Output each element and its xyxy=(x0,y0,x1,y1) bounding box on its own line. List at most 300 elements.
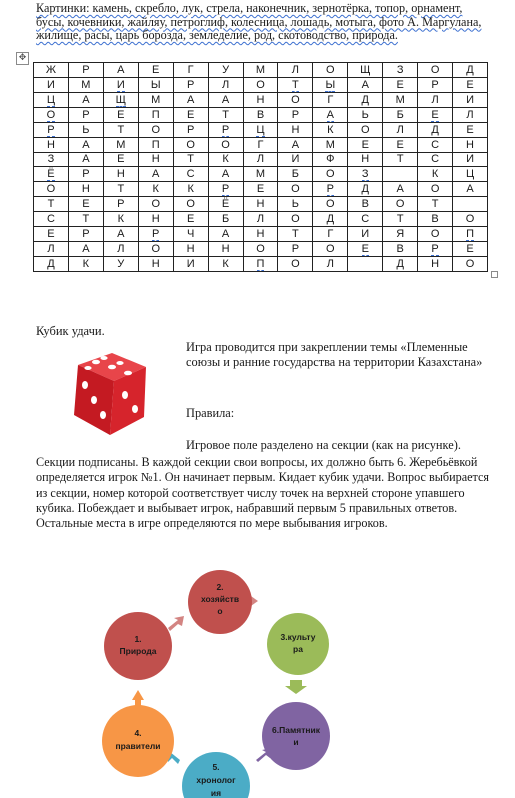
grid-letter: А xyxy=(466,183,474,196)
grid-cell xyxy=(348,63,383,78)
grid-cell xyxy=(68,182,103,197)
grid-cell xyxy=(418,92,453,107)
grid-letter: Н xyxy=(151,257,160,270)
grid-letter: К xyxy=(431,168,439,181)
grid-letter: Т xyxy=(222,108,229,121)
cycle-node-6-label-2: и xyxy=(293,737,299,747)
cycle-node-2-label-3: о xyxy=(217,606,223,616)
grid-letter: Е xyxy=(361,243,369,256)
grid-cell xyxy=(34,167,69,182)
grid-cell xyxy=(348,197,383,212)
grid-letter: А xyxy=(82,153,90,166)
grid-letter: Л xyxy=(326,257,334,270)
grid-cell xyxy=(68,92,103,107)
grid-cell xyxy=(103,122,138,137)
grid-cell xyxy=(453,63,488,78)
grid-cell xyxy=(418,137,453,152)
grid-cell xyxy=(278,137,313,152)
grid-cell xyxy=(173,197,208,212)
grid-cell xyxy=(278,63,313,78)
grid-letter: В xyxy=(396,243,404,256)
grid-cell xyxy=(138,167,173,182)
grid-cell xyxy=(383,197,418,212)
grid-letter: И xyxy=(466,153,474,166)
grid-cell xyxy=(103,92,138,107)
grid-letter: Е xyxy=(47,228,55,241)
grid-cell xyxy=(278,227,313,242)
grid-row xyxy=(34,167,488,182)
table-resize-handle[interactable] xyxy=(491,271,498,278)
grid-cell xyxy=(418,256,453,271)
grid-cell xyxy=(68,197,103,212)
grid-cell xyxy=(383,152,418,167)
grid-letter: Р xyxy=(47,123,55,136)
grid-cell xyxy=(383,63,418,78)
grid-cell xyxy=(418,77,453,92)
sections-cycle-diagram xyxy=(0,560,515,798)
grid-cell xyxy=(34,197,69,212)
grid-letter: Н xyxy=(256,228,265,241)
grid-cell xyxy=(453,242,488,257)
grid-cell xyxy=(68,242,103,257)
grid-letter: Р xyxy=(431,78,439,91)
grid-cell xyxy=(208,63,243,78)
grid-letter: Е xyxy=(152,63,160,76)
game-title: Кубик удачи. xyxy=(36,324,105,338)
grid-letter: Д xyxy=(361,93,369,106)
grid-cell xyxy=(348,242,383,257)
grid-row xyxy=(34,227,488,242)
grid-letter: Е xyxy=(466,78,474,91)
grid-letter: Д xyxy=(47,257,55,270)
grid-cell xyxy=(313,63,348,78)
grid-cell xyxy=(348,137,383,152)
grid-cell xyxy=(418,197,453,212)
grid-cell xyxy=(418,212,453,227)
grid-row xyxy=(34,182,488,197)
grid-cell xyxy=(383,107,418,122)
grid-cell xyxy=(208,92,243,107)
grid-letter: Д xyxy=(396,257,404,270)
grid-cell xyxy=(313,167,348,182)
grid-letter: Н xyxy=(221,243,230,256)
grid-row xyxy=(34,137,488,152)
table-move-handle[interactable]: ✥ xyxy=(16,52,29,65)
grid-letter: П xyxy=(256,257,265,270)
grid-cell xyxy=(383,182,418,197)
grid-letter: Т xyxy=(292,78,299,91)
grid-cell xyxy=(418,242,453,257)
grid-letter: О xyxy=(291,257,300,270)
grid-cell xyxy=(278,212,313,227)
grid-cell xyxy=(243,63,278,78)
grid-cell xyxy=(348,77,383,92)
cycle-node-1-label-2: Природа xyxy=(119,646,157,656)
grid-cell xyxy=(453,167,488,182)
grid-letter: Н xyxy=(116,168,125,181)
grid-cell xyxy=(103,242,138,257)
grid-cell xyxy=(243,77,278,92)
grid-cell xyxy=(138,182,173,197)
grid-letter: А xyxy=(326,108,334,121)
grid-letter: О xyxy=(256,78,265,91)
grid-letter: М xyxy=(255,168,266,181)
grid-letter: У xyxy=(222,63,230,76)
grid-letter: С xyxy=(46,213,55,226)
grid-letter: Т xyxy=(117,183,125,196)
grid-cell xyxy=(278,152,313,167)
cycle-node-5-label-2: хронолог xyxy=(196,775,236,785)
cycle-node-4-label-1: 4. xyxy=(134,728,142,738)
grid-cell xyxy=(383,137,418,152)
grid-cell xyxy=(34,182,69,197)
grid-letter: А xyxy=(117,228,125,241)
grid-letter: А xyxy=(291,138,300,151)
grid-letter: А xyxy=(221,93,230,106)
grid-letter: Р xyxy=(326,183,334,196)
grid-cell xyxy=(243,107,278,122)
grid-letter: К xyxy=(327,123,334,136)
grid-letter: Н xyxy=(466,138,474,151)
grid-cell xyxy=(68,107,103,122)
grid-letter: У xyxy=(117,257,125,270)
grid-letter: К xyxy=(152,183,159,196)
grid-cell xyxy=(348,182,383,197)
grid-cell xyxy=(173,256,208,271)
grid-letter: З xyxy=(396,63,404,76)
grid-letter: О xyxy=(430,228,440,241)
grid-row xyxy=(34,197,488,212)
grid-letter: Р xyxy=(221,183,230,196)
grid-cell xyxy=(103,182,138,197)
grid-cell xyxy=(313,242,348,257)
grid-cell xyxy=(313,122,348,137)
grid-cell xyxy=(138,227,173,242)
grid-cell xyxy=(138,137,173,152)
grid-cell xyxy=(383,212,418,227)
grid-letter: О xyxy=(360,123,370,136)
grid-cell xyxy=(68,152,103,167)
grid-cell xyxy=(453,107,488,122)
grid-letter: Р xyxy=(82,228,90,241)
grid-cell xyxy=(383,167,418,182)
grid-letter: С xyxy=(361,213,370,226)
grid-letter: Ё xyxy=(221,198,230,211)
grid-cell xyxy=(138,122,173,137)
grid-letter: Н xyxy=(256,198,265,211)
grid-letter: Ь xyxy=(291,198,300,211)
grid-letter: О xyxy=(186,198,195,211)
grid-letter: Р xyxy=(152,228,160,241)
grid-row xyxy=(34,107,488,122)
grid-cell xyxy=(453,122,488,137)
grid-cell xyxy=(173,137,208,152)
grid-letter: Е xyxy=(256,183,265,196)
grid-row xyxy=(34,122,488,137)
grid-cell xyxy=(243,182,278,197)
grid-row xyxy=(34,212,488,227)
grid-letter: К xyxy=(117,213,125,226)
grid-letter: А xyxy=(361,78,369,91)
grid-letter: И xyxy=(47,78,55,91)
grid-cell xyxy=(453,197,488,212)
grid-letter: Т xyxy=(47,198,55,211)
grid-cell xyxy=(138,152,173,167)
grid-letter: М xyxy=(325,138,335,151)
intro-line: Картинки: камень, скребло, лук, стрела, наконечник, зернотёрка, топор, орнамент, бусы, кочевники, жайляу, петроглиф, колесница, лошадь, мотыга, фото А. Маргулана, жилище, расы, царь борозда, земледелие, род, скотоводство, природа. xyxy=(36,1,482,43)
grid-letter: К xyxy=(82,257,90,270)
grid-cell xyxy=(173,242,208,257)
grid-cell xyxy=(173,167,208,182)
cycle-node-2-label-2: хозяйств xyxy=(200,594,240,604)
grid-cell xyxy=(278,256,313,271)
grid-letter: Н xyxy=(46,138,55,151)
grid-cell xyxy=(68,122,103,137)
grid-letter: Л xyxy=(466,108,474,121)
grid-cell xyxy=(278,167,313,182)
grid-cell xyxy=(208,167,243,182)
cycle-node-5-label-3: ия xyxy=(210,788,222,798)
grid-letter: Щ xyxy=(115,93,126,106)
cycle-node-2-label-1: 2. xyxy=(216,582,224,592)
grid-letter: А xyxy=(186,93,195,106)
grid-cell xyxy=(103,212,138,227)
grid-letter: Ь xyxy=(82,123,90,136)
grid-letter: И xyxy=(361,228,370,241)
grid-letter: Р xyxy=(186,78,195,91)
rules-first-line: Игровое поле разделено на секции (как на рисунке). xyxy=(186,438,461,452)
grid-letter: Т xyxy=(82,213,90,226)
grid-letter: Р xyxy=(117,198,125,211)
grid-cell xyxy=(313,227,348,242)
grid-cell xyxy=(103,256,138,271)
grid-cell xyxy=(208,227,243,242)
grid-letter: О xyxy=(465,257,475,270)
grid-letter: О xyxy=(151,243,160,256)
cycle-node-5-label-1: 5. xyxy=(212,762,220,772)
cycle-node-6 xyxy=(262,702,330,770)
rules-body: Секции подписаны. В каждой секции свои вопросы, их должно быть 6. Жеребьёвкой определяется игрок №1. Он начинает первым. Кидает кубик удачи. Вопрос выбирается из секции, номер которой соответствует числу точек на верхней стороне упавшего кубика. Побеждает и выбывает игрок, набравший первым 5 правильных ответов. Остальные места в игре определяются по мере выбывания игроков. xyxy=(36,455,490,531)
grid-letter: О xyxy=(326,198,335,211)
grid-letter: О xyxy=(256,243,265,256)
grid-letter: Л xyxy=(291,63,300,76)
grid-cell xyxy=(418,107,453,122)
grid-letter: Т xyxy=(431,198,439,211)
grid-letter: Ь xyxy=(361,108,369,121)
game-intro: Игра проводится при закреплении темы «Племенные союзы и ранние государства на территории Казахстана» xyxy=(186,340,483,369)
grid-letter: В xyxy=(361,198,369,211)
grid-letter: Л xyxy=(47,243,55,256)
grid-cell xyxy=(138,242,173,257)
grid-cell xyxy=(418,152,453,167)
grid-cell xyxy=(243,122,278,137)
grid-letter: И xyxy=(466,93,474,106)
cycle-node-3-label-1: 3.культу xyxy=(280,632,316,642)
grid-letter: П xyxy=(151,138,160,151)
crossword-grid xyxy=(33,62,488,272)
grid-letter: Т xyxy=(117,123,125,136)
grid-cell xyxy=(103,137,138,152)
grid-cell xyxy=(103,152,138,167)
grid-cell xyxy=(208,242,243,257)
grid-cell xyxy=(138,107,173,122)
grid-cell xyxy=(173,107,208,122)
grid-letter: Д xyxy=(466,63,474,76)
grid-letter: Е xyxy=(117,153,125,166)
grid-cell xyxy=(348,256,383,271)
grid-letter: Т xyxy=(396,213,404,226)
grid-cell xyxy=(383,242,418,257)
grid-letter: Л xyxy=(221,78,230,91)
grid-letter: Е xyxy=(466,243,474,256)
grid-letter: О xyxy=(291,93,300,106)
grid-letter: В xyxy=(256,108,265,121)
grid-letter: С xyxy=(431,153,440,166)
grid-cell xyxy=(34,122,69,137)
grid-letter: Л xyxy=(396,123,404,136)
grid-letter: А xyxy=(221,168,230,181)
grid-letter: Е xyxy=(396,78,404,91)
grid-letter: Д xyxy=(361,183,369,196)
grid-cell xyxy=(453,92,488,107)
grid-cell xyxy=(34,152,69,167)
grid-cell xyxy=(348,92,383,107)
grid-letter: Г xyxy=(327,93,334,106)
grid-cell xyxy=(68,167,103,182)
grid-cell xyxy=(34,256,69,271)
grid-cell xyxy=(208,212,243,227)
grid-letter: А xyxy=(117,63,125,76)
grid-letter: А xyxy=(221,228,230,241)
grid-cell xyxy=(173,92,208,107)
grid-cell xyxy=(34,137,69,152)
grid-letter: Н xyxy=(186,243,195,256)
cycle-node-1-label-1: 1. xyxy=(134,634,142,644)
grid-cell xyxy=(418,122,453,137)
grid-cell xyxy=(103,227,138,242)
grid-cell xyxy=(173,122,208,137)
grid-letter: К xyxy=(187,183,194,196)
grid-cell xyxy=(138,212,173,227)
grid-letter: Ы xyxy=(325,78,336,91)
grid-cell xyxy=(243,242,278,257)
grid-letter: С xyxy=(431,138,440,151)
grid-cell xyxy=(34,242,69,257)
grid-letter: О xyxy=(326,243,335,256)
grid-letter: А xyxy=(396,183,404,196)
grid-letter: О xyxy=(151,198,160,211)
cycle-node-6-label-1: 6.Памятник xyxy=(272,725,320,735)
grid-cell xyxy=(138,92,173,107)
grid-cell xyxy=(313,212,348,227)
grid-letter: Н xyxy=(361,153,370,166)
grid-letter: О xyxy=(46,108,56,121)
grid-cell xyxy=(383,77,418,92)
grid-cell xyxy=(208,107,243,122)
grid-cell xyxy=(173,77,208,92)
grid-cell xyxy=(453,137,488,152)
grid-letter: О xyxy=(326,63,335,76)
grid-letter: А xyxy=(82,138,90,151)
grid-letter: Р xyxy=(82,168,90,181)
grid-letter: Р xyxy=(291,108,300,121)
grid-letter: Е xyxy=(186,213,195,226)
grid-letter: Т xyxy=(396,153,404,166)
grid-letter: О xyxy=(465,213,475,226)
grid-letter: А xyxy=(82,93,90,106)
grid-cell xyxy=(68,77,103,92)
grid-letter: М xyxy=(395,93,405,106)
grid-letter: В xyxy=(431,213,439,226)
grid-letter: Д xyxy=(431,123,439,136)
grid-letter: Б xyxy=(291,168,300,181)
grid-letter: Р xyxy=(82,108,90,121)
grid-letter: Г xyxy=(187,63,194,76)
grid-letter: Е xyxy=(186,108,195,121)
grid-letter: Ё xyxy=(47,168,55,181)
grid-cell xyxy=(173,227,208,242)
grid-letter: Е xyxy=(466,123,474,136)
grid-cell xyxy=(34,77,69,92)
grid-cell xyxy=(453,152,488,167)
grid-row xyxy=(34,152,488,167)
grid-letter: К xyxy=(222,257,229,270)
grid-letter: Ы xyxy=(150,78,161,91)
grid-letter: Щ xyxy=(360,63,371,76)
grid-letter: Ч xyxy=(186,228,195,241)
grid-cell xyxy=(208,77,243,92)
grid-row xyxy=(34,92,488,107)
grid-cell xyxy=(138,256,173,271)
grid-cell xyxy=(243,167,278,182)
grid-letter: М xyxy=(151,93,161,106)
grid-cell xyxy=(418,63,453,78)
grid-letter: Р xyxy=(291,243,300,256)
grid-cell xyxy=(173,152,208,167)
grid-letter: Р xyxy=(221,123,230,136)
grid-cell xyxy=(313,152,348,167)
grid-cell xyxy=(68,212,103,227)
grid-letter: И xyxy=(116,78,125,91)
grid-letter: Р xyxy=(82,63,90,76)
grid-cell xyxy=(243,227,278,242)
grid-letter: О xyxy=(430,63,440,76)
grid-cell xyxy=(103,77,138,92)
grid-letter: Р xyxy=(431,243,439,256)
grid-cell xyxy=(278,242,313,257)
grid-letter: П xyxy=(466,228,474,241)
grid-letter: Т xyxy=(187,153,195,166)
grid-cell xyxy=(278,92,313,107)
grid-letter: Ж xyxy=(45,63,57,76)
grid-cell xyxy=(278,77,313,92)
grid-letter: О xyxy=(395,198,405,211)
grid-letter: А xyxy=(152,168,160,181)
grid-cell xyxy=(34,63,69,78)
grid-cell xyxy=(313,182,348,197)
grid-letter: К xyxy=(222,153,229,166)
grid-cell xyxy=(383,92,418,107)
grid-cell xyxy=(383,256,418,271)
grid-letter: Ц xyxy=(256,123,265,136)
rules-label: Правила: xyxy=(186,406,235,420)
grid-letter: Н xyxy=(256,93,265,106)
grid-cell xyxy=(418,227,453,242)
grid-letter: О xyxy=(46,183,56,196)
grid-letter: Н xyxy=(431,257,440,270)
cycle-node-4-label-2: правители xyxy=(115,741,161,751)
grid-cell xyxy=(453,227,488,242)
